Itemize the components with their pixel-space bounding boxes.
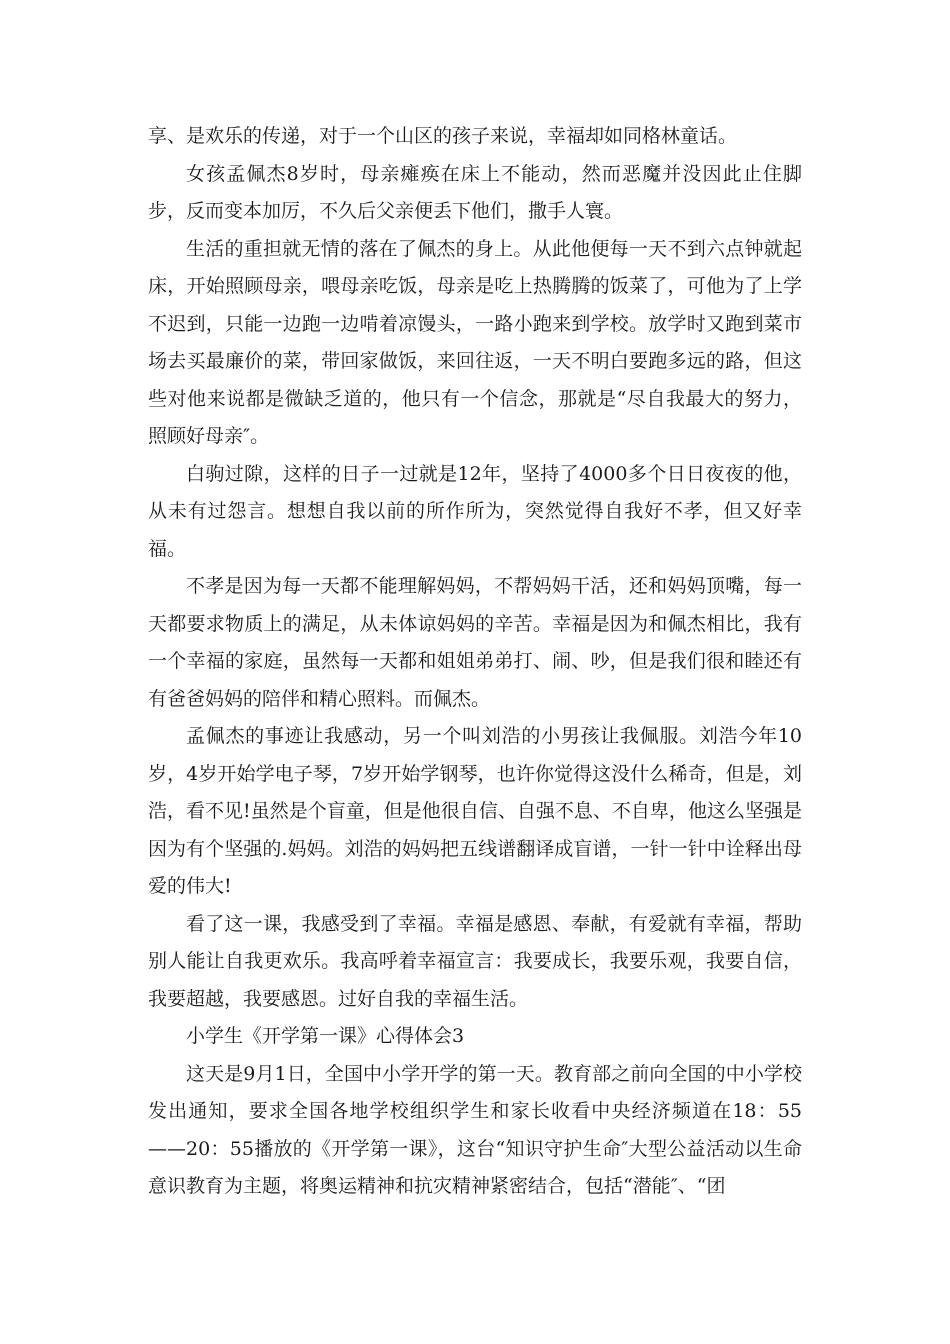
paragraph: 生活的重担就无情的落在了佩杰的身上。从此他便每一天不到六点钟就起床，开始照顾母亲，喂母亲吃饭，母亲是吃上热腾腾的饭菜了，可他为了上学不迟到，只能一边跑一边啃着凉馒头，一路小跑来到学校。放学时又跑到菜市场去买最廉价的菜，带回家做饭，来回往返，一天不明白要跑多远的路，但这些对他来说都是微缺乏道的，他只有一个信念，那就是“尽自我最大的努力，照顾好母亲″。 (148, 237, 802, 447)
document-page (148, 118, 802, 1206)
paragraph: 白驹过隙，这样的日子一过就是12年，坚持了4000多个日日夜夜的他，从未有过怨言。想想自我以前的所作所为，突然觉得自我好不孝，但又好幸福。 (148, 462, 802, 560)
paragraph: 女孩孟佩杰8岁时，母亲瘫痪在床上不能动，然而恶魔并没因此止住脚步，反而变本加厉，不久后父亲便丢下他们，撒手人寰。 (148, 162, 802, 222)
section-heading: 小学生《开学第一课》心得体会3 (186, 1025, 465, 1047)
paragraph: 看了这一课，我感受到了幸福。幸福是感恩、奉献，有爱就有幸福，帮助别人能让自我更欢乐。我高呼着幸福宣言：我要成长，我要乐观，我要自信，我要超越，我要感恩。过好自我的幸福生活。 (148, 912, 802, 1010)
paragraph: 这天是9月1日，全国中小学开学的第一天。教育部之前向全国的中小学校发出通知，要求全国各地学校组织学生和家长收看中央经济频道在18：55——20：55播放的《开学第一课》，这台“知识守护生命″大型公益活动以生命意识教育为主题，将奥运精神和抗灾精神紧密结合，包括“潜能″、“团 (148, 1062, 802, 1197)
paragraph: 孟佩杰的事迹让我感动，另一个叫刘浩的小男孩让我佩服。刘浩今年10岁，4岁开始学电子琴，7岁开始学钢琴，也许你觉得这没什么稀奇，但是，刘浩，看不见!虽然是个盲童，但是他很自信、自强不息、不自卑，他这么坚强是因为有个坚强的.妈妈。刘浩的妈妈把五线谱翻译成盲谱，一针一针中诠释出母爱的伟大! (148, 725, 802, 897)
paragraph: 不孝是因为每一天都不能理解妈妈，不帮妈妈干活，还和妈妈顶嘴，每一天都要求物质上的满足，从未体谅妈妈的辛苦。幸福是因为和佩杰相比，我有一个幸福的家庭，虽然每一天都和姐姐弟弟打、闹、吵，但是我们很和睦还有有爸爸妈妈的陪伴和精心照料。而佩杰。 (148, 575, 802, 710)
paragraph-continuation: 享、是欢乐的传递，对于一个山区的孩子来说，幸福却如同格林童话。 (148, 125, 738, 147)
